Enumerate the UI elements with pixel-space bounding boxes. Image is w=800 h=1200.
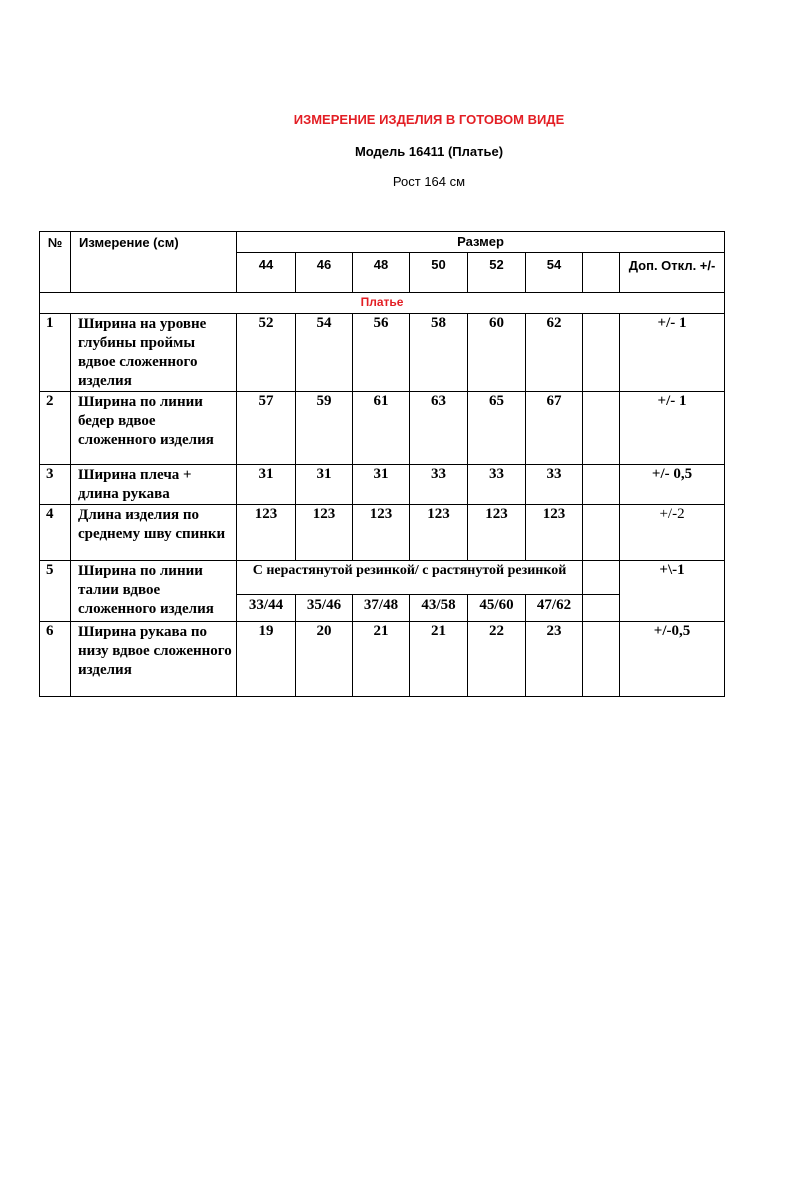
row-number: 3 [40, 465, 71, 505]
row-value: 123 [237, 505, 296, 561]
row-value: 35/46 [296, 595, 353, 622]
row-value: 47/62 [526, 595, 583, 622]
row-empty-cell [583, 561, 620, 595]
row-value: 52 [237, 314, 296, 392]
row-measurement-name: Ширина по линии талии вдвое сложенного изделия [71, 561, 237, 622]
row-number: 6 [40, 622, 71, 697]
row-value: 33/44 [237, 595, 296, 622]
table-row [40, 314, 725, 392]
section-label: Платье [40, 293, 725, 314]
row-empty-cell [583, 505, 620, 561]
header-size: 52 [468, 253, 526, 293]
row-number: 4 [40, 505, 71, 561]
row-value: 22 [468, 622, 526, 697]
row-tolerance: +/-2 [620, 505, 725, 561]
row-empty-cell [583, 622, 620, 697]
row-value: 20 [296, 622, 353, 697]
row-measurement-name: Ширина на уровне глубины проймы вдвое сложенного изделия [71, 314, 237, 392]
row-value: 60 [468, 314, 526, 392]
row-measurement-name: Ширина по линии бедер вдвое сложенного изделия [71, 392, 237, 465]
row-value: 33 [468, 465, 526, 505]
row-value: 19 [237, 622, 296, 697]
row-value: 33 [526, 465, 583, 505]
header-num: № [40, 232, 71, 293]
row-tolerance: +/- 0,5 [620, 465, 725, 505]
row-value: 58 [410, 314, 468, 392]
row-empty-cell [583, 392, 620, 465]
row-value: 56 [353, 314, 410, 392]
row-value: 21 [353, 622, 410, 697]
row-value: 57 [237, 392, 296, 465]
table-row [40, 392, 725, 465]
row-value: 123 [410, 505, 468, 561]
header-empty-cell [583, 253, 620, 293]
row-measurement-name: Длина изделия по среднему шву спинки [71, 505, 237, 561]
row-tolerance: +/- 1 [620, 392, 725, 465]
row-value: 54 [296, 314, 353, 392]
document-title: ИЗМЕРЕНИЕ ИЗДЕЛИЯ В ГОТОВОМ ВИДЕ [293, 112, 565, 127]
height-label: Рост 164 см [392, 174, 466, 189]
row-number: 5 [40, 561, 71, 622]
row-value: 61 [353, 392, 410, 465]
table-row [40, 465, 725, 505]
row-value: 43/58 [410, 595, 468, 622]
row-value: 45/60 [468, 595, 526, 622]
row-value: 67 [526, 392, 583, 465]
row-tolerance: +\-1 [620, 561, 725, 622]
row-empty-cell [583, 595, 620, 622]
row-value: 123 [353, 505, 410, 561]
header-measurement: Измерение (см) [71, 232, 237, 293]
row-value: 21 [410, 622, 468, 697]
row-number: 2 [40, 392, 71, 465]
row-value: 123 [526, 505, 583, 561]
row-number: 1 [40, 314, 71, 392]
row-value: 62 [526, 314, 583, 392]
row-value: 31 [296, 465, 353, 505]
header-size: 44 [237, 253, 296, 293]
row-value: 123 [296, 505, 353, 561]
row-value: 59 [296, 392, 353, 465]
table-row [40, 622, 725, 697]
header-size: 54 [526, 253, 583, 293]
header-tolerance: Доп. Откл. +/- [620, 253, 725, 293]
row-value: 31 [237, 465, 296, 505]
row-value: 37/48 [353, 595, 410, 622]
row-measurement-name: Ширина плеча + длина рукава [71, 465, 237, 505]
row-value: 31 [353, 465, 410, 505]
row-value: 123 [468, 505, 526, 561]
table-row [40, 561, 725, 595]
row-tolerance: +/- 1 [620, 314, 725, 392]
row-value: 23 [526, 622, 583, 697]
row-value: 33 [410, 465, 468, 505]
row-tolerance: +/-0,5 [620, 622, 725, 697]
header-size: 50 [410, 253, 468, 293]
header-size: 46 [296, 253, 353, 293]
model-label: Модель 16411 (Платье) [354, 144, 504, 159]
row-empty-cell [583, 465, 620, 505]
row-value: 65 [468, 392, 526, 465]
measurement-table [39, 231, 725, 697]
header-size-group: Размер [237, 232, 725, 253]
row-empty-cell [583, 314, 620, 392]
table-row [40, 505, 725, 561]
header-size: 48 [353, 253, 410, 293]
row-measurement-name: Ширина рукава по низу вдвое сложенного изделия [71, 622, 237, 697]
row-value: 63 [410, 392, 468, 465]
row-note: С нерастянутой резинкой/ с растянутой резинкой [237, 561, 583, 595]
